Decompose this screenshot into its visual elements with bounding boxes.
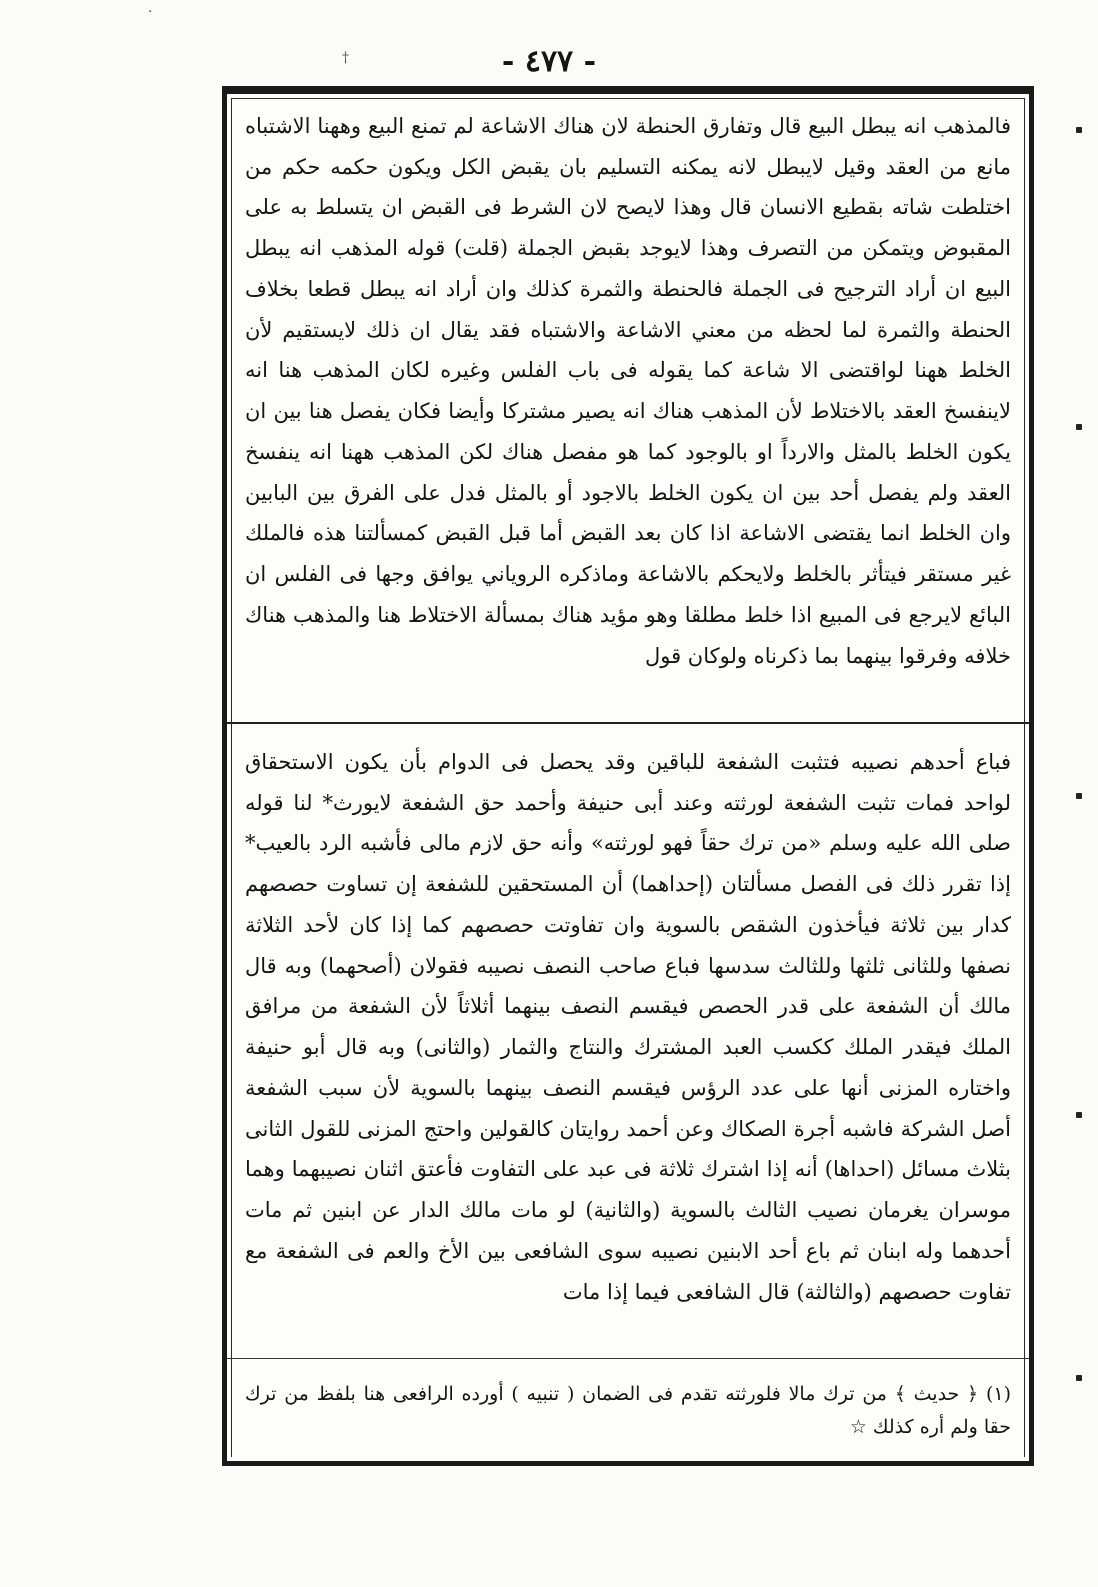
footnote-divider	[227, 1358, 1029, 1359]
footnote-paragraph: (١) ﴿ حديث ﴾ من ترك مالا فلورثته تقدم فى الضمان ( تنبيه ) أورده الرافعى هنا بلفظ من ترك حقا ولم أره كذلك ☆	[245, 1383, 1011, 1439]
scan-speck-icon: ·	[148, 4, 153, 20]
page-number: - ٤٧٧ -	[501, 44, 597, 79]
main-text-section	[245, 742, 1011, 1312]
text-frame	[222, 86, 1034, 1466]
section-divider	[227, 722, 1029, 724]
margin-mark	[1076, 1375, 1082, 1381]
main-paragraph: فباع أحدهم نصيبه فتثبت الشفعة للباقين وقد يحصل فى الدوام بأن يكون الاستحقاق لواحد فمات تثبت الشفعة لورثته وعند أبى حنيفة وأحمد حق الشفعة لايورث* لنا قوله صلى الله عليه وسلم «من ترك حقاً فهو لورثته» وأنه حق لازم مالى فأشبه الرد بالعيب* إذا تقرر ذلك فى الفصل مسألتان (إحداهما) أن المستحقين للشفعة إن تساوت حصصهم كدار بين ثلاثة فيأخذون الشقص بالسوية وان تفاوتت حصصهم كما إذا كان لأحد الثلاثة نصفها وللثانى ثلثها وللثالث سدسها فباع صاحب النصف نصيبه فقولان (أصحهما) وبه قال مالك أن الشفعة على قدر الحصص فيقسم النصف بينهما أثلاثاً لأن الشفعة من مرافق الملك فيقدر الملك ككسب العبد المشترك والنتاج والثمار (والثانى) وبه قال أبو حنيفة واختاره المزنى أنها على عدد الرؤس فيقسم النصف بينهما بالسوية لأن سبب الشفعة أصل الشركة فاشبه أجرة الصكاك وعن أحمد روايتان كالقولين واحتج المزنى للقول الثانى بثلاث مسائل (احداها) أنه إذا اشترك ثلاثة فى عبد على التفاوت فأعتق اثنان نصيبهما وهما موسران يغرمان نصيب الثالث بالسوية (والثانية) لو مات مالك الدار عن ابنين ثم مات أحدهما وله ابنان ثم باع أحد الابنين نصيبه سوى الشافعى بين الأخ والعم فى الشفعة مع تفاوت حصصهم (والثالثة) قال الشافعى فيما إذا مات	[245, 750, 1011, 1304]
commentary-paragraph: فالمذهب انه يبطل البيع قال وتفارق الحنطة لان هناك الاشاعة لم تمنع البيع وههنا الاشتباه مانع من العقد وقيل لايبطل لانه يمكنه التسليم بان يقبض الكل ويكون حكمه حكم من اختلطت شاته بقطيع الانسان قال وهذا لايصح لان الشرط فى القبض ان يتسلط به على المقبوض ويتمكن من التصرف وهذا لايوجد بقبض الجملة (قلت) قوله المذهب انه يبطل البيع ان أراد الترجيح فى الجملة فالحنطة والثمرة كذلك وان أراد انه يبطل قطعا بخلاف الحنطة والثمرة لما لحظه من معني الاشاعة والاشتباه فقد يقال ان ذلك لايستقيم لأن الخلط ههنا لواقتضى الا شاعة كما يقوله فى باب الفلس وغيره لكان المذهب هنا انه لاينفسخ العقد بالاختلاط لأن المذهب هناك انه يصير مشتركا وأيضا فكان يفصل هنا بين ان يكون الخلط بالمثل والارداً او بالوجود كما هو مفصل هناك لكن المذهب ههنا انه ينفسخ العقد ولم يفصل أحد بين ان يكون الخلط بالاجود أو بالمثل فدل على الفرق بين البابين وان الخلط انما يقتضى الاشاعة اذا كان بعد القبض أما قبل القبض كمسألتنا هذه فالملك غير مستقر فيتأثر بالخلط ولايحكم بالاشاعة وماذكره الروياني يوافق وجها فى الفلس ان البائع لايرجع فى المبيع اذا خلط مطلقا وهو مؤيد هناك بمسألة الاختلاط هنا والمذهب هناك خلافه وفرقوا بينهما بما ذكرناه ولوكان قول	[245, 114, 1011, 668]
margin-mark	[1076, 1112, 1082, 1118]
footnote-section	[245, 1378, 1011, 1445]
margin-mark	[1076, 424, 1082, 430]
margin-mark	[1076, 793, 1082, 799]
margin-mark	[1076, 127, 1082, 133]
scan-speck-icon: †	[342, 50, 349, 66]
commentary-section	[245, 106, 1011, 676]
